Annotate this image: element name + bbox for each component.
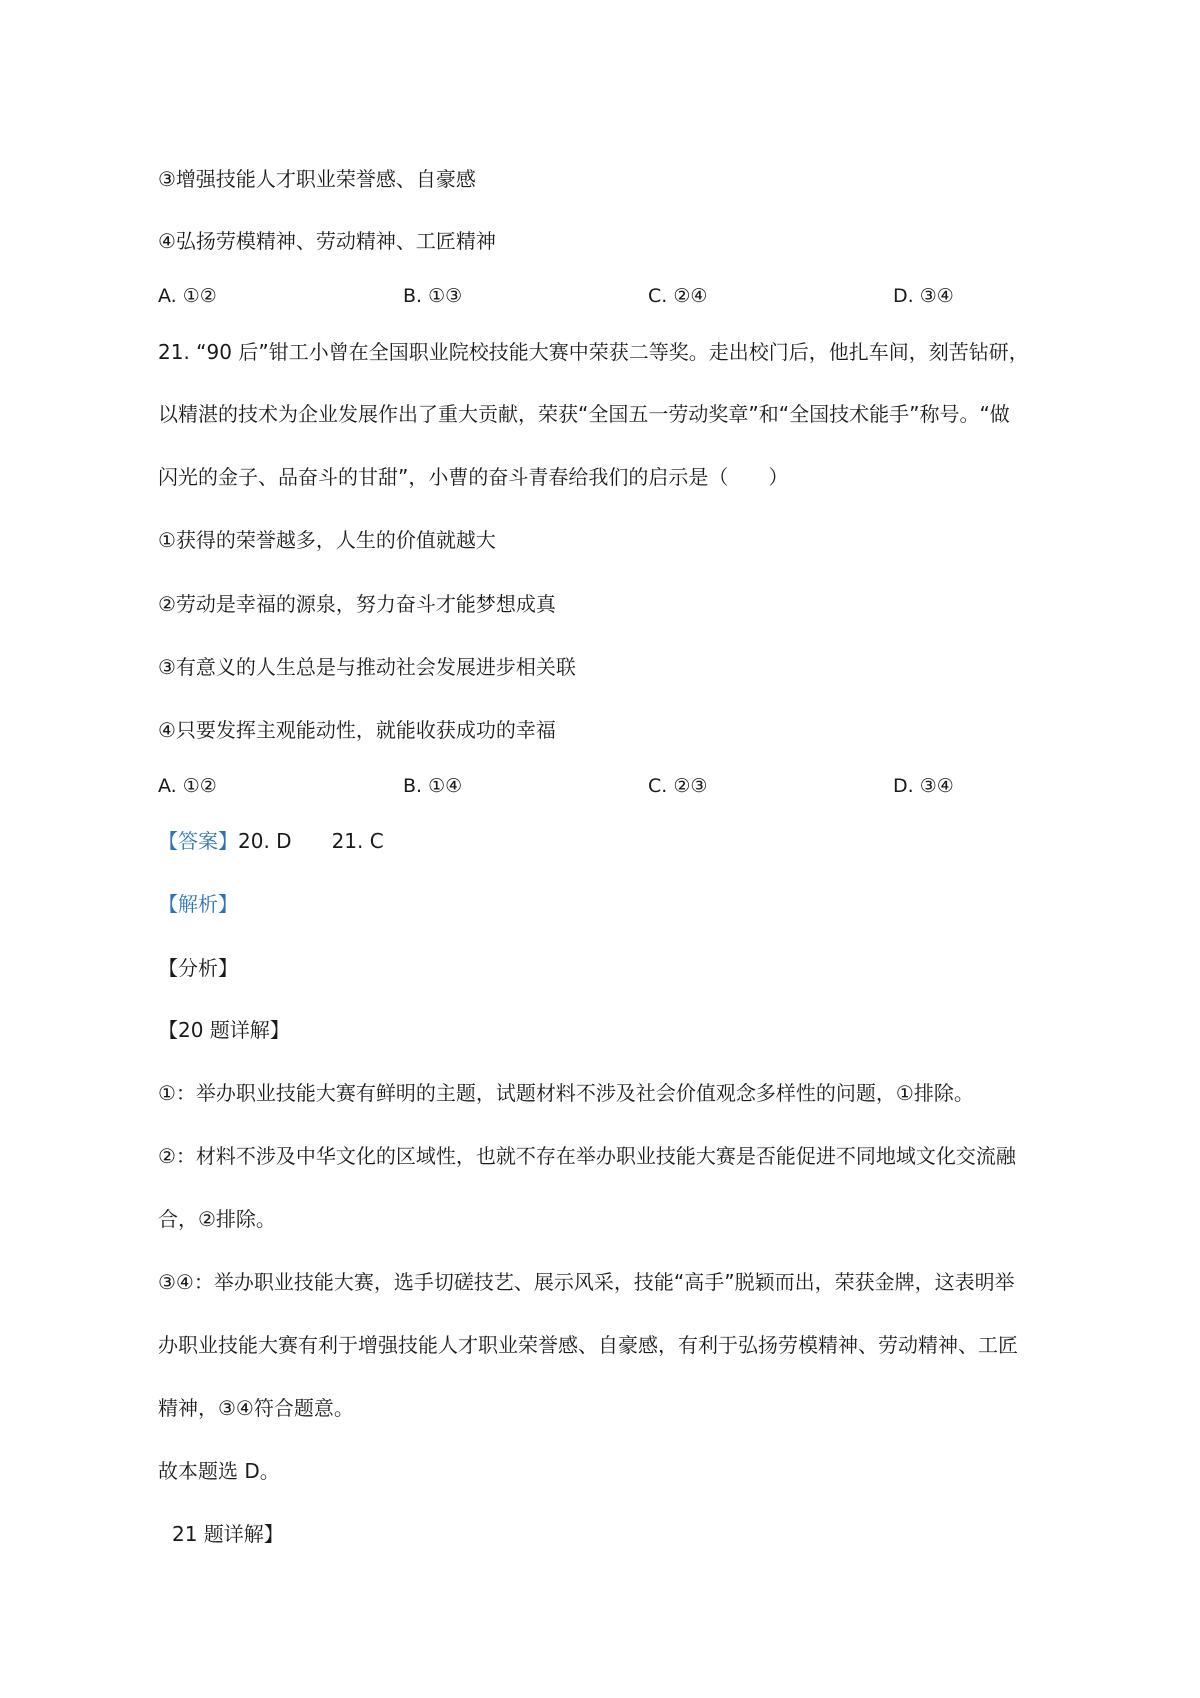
q20-option-b: B. ①③: [403, 285, 463, 307]
q20-conclusion: 故本题选 D。: [158, 1459, 280, 1483]
q21-option-d: D. ③④: [893, 775, 954, 797]
q21-option-b: B. ①④: [403, 775, 463, 797]
q20-explanation-2-line-1: ②：材料不涉及中华文化的区域性，也就不存在举办职业技能大赛是否能促进不同地域文化交流融: [158, 1144, 1016, 1168]
q20-explanation-3-line-2: 办职业技能大赛有利于增强技能人才职业荣誉感、自豪感，有利于弘扬劳模精神、劳动精神、工匠: [158, 1333, 1018, 1357]
q21-statement-1: ①获得的荣誉越多，人生的价值就越大: [158, 528, 496, 552]
answer-line: [158, 827, 384, 855]
analysis-label: 【解析】: [158, 892, 238, 916]
q21-stem-line-3: 闪光的金子、品奋斗的甘甜”，小曹的奋斗青春给我们的启示是（ ）: [158, 465, 789, 489]
q21-options: [158, 772, 1058, 800]
q20-option-c: C. ②④: [648, 285, 708, 307]
q21-stem-line-1: 21. “90 后”钳工小曾在全国职业院校技能大赛中荣获二等奖。走出校门后，他扎车间，刻苦钻研，: [158, 340, 1029, 364]
q20-explanation-2-line-2: 合，②排除。: [158, 1207, 276, 1231]
answer-20: 20. D: [238, 829, 292, 853]
q21-option-c: C. ②③: [648, 775, 708, 797]
q21-stem-line-2: 以精湛的技术为企业发展作出了重大贡献，荣获“全国五一劳动奖章”和“全国技术能手”称号。“做: [158, 402, 1010, 426]
q20-detail-heading: 【20 题详解】: [158, 1018, 290, 1042]
q20-options: [158, 282, 1058, 310]
q20-option-a: A. ①②: [158, 285, 217, 307]
q20-option-d: D. ③④: [893, 285, 954, 307]
q21-detail-heading: 21 题详解】: [172, 1522, 284, 1546]
q20-explanation-3-line-3: 精神，③④符合题意。: [158, 1396, 354, 1420]
answer-label: 【答案】: [158, 829, 238, 853]
q20-explanation-3-line-1: ③④：举办职业技能大赛，选手切磋技艺、展示风采，技能“高手”脱颖而出，荣获金牌，这表明举: [158, 1270, 1015, 1294]
fenxi-label: 【分析】: [158, 956, 238, 980]
q20-statement-4: ④弘扬劳模精神、劳动精神、工匠精神: [158, 229, 496, 253]
q21-option-a: A. ①②: [158, 775, 217, 797]
q21-statement-2: ②劳动是幸福的源泉，努力奋斗才能梦想成真: [158, 592, 556, 616]
q20-statement-3: ③增强技能人才职业荣誉感、自豪感: [158, 167, 476, 191]
q21-statement-3: ③有意义的人生总是与推动社会发展进步相关联: [158, 655, 576, 679]
answer-21: 21. C: [331, 829, 384, 853]
q20-explanation-1: ①：举办职业技能大赛有鲜明的主题，试题材料不涉及社会价值观念多样性的问题，①排除。: [158, 1081, 974, 1105]
q21-statement-4: ④只要发挥主观能动性，就能收获成功的幸福: [158, 718, 556, 742]
